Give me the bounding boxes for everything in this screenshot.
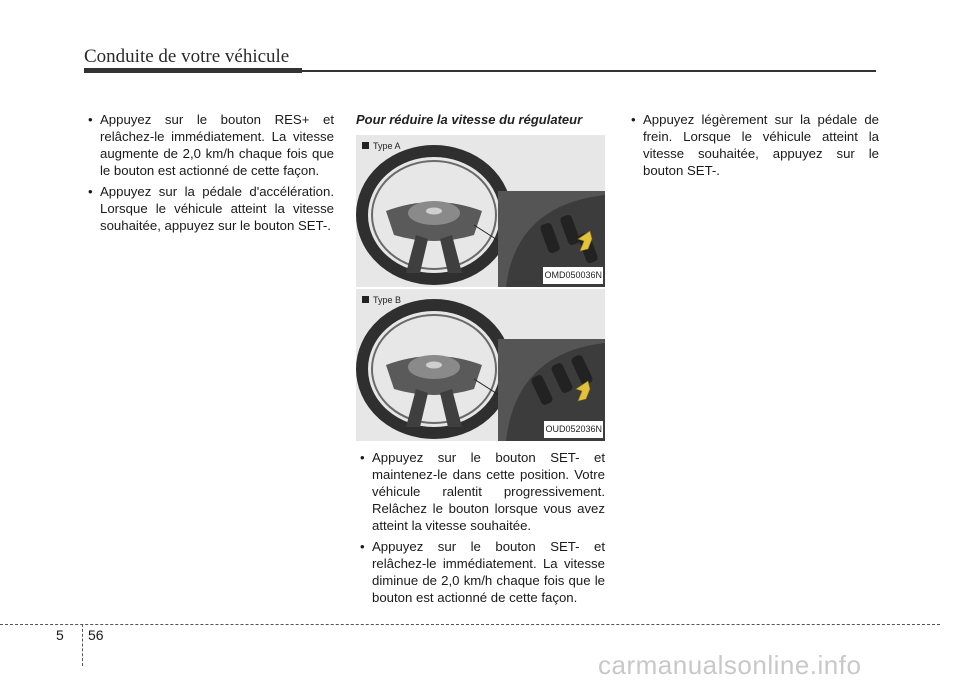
footer-rule	[0, 624, 940, 625]
header-rule	[84, 70, 876, 72]
bullet-item: • Appuyez sur le bouton SET- et relâchez-le immédiatement. La vitesse diminue de 2,0 km/h chaque fois que le bouton est actionné de cette façon.	[356, 538, 605, 606]
column-left	[84, 111, 334, 238]
steering-wheel-figure-b	[356, 289, 605, 441]
chapter-number: 5	[56, 627, 64, 643]
bullet-item: • Appuyez sur le bouton SET- et maintenez-le dans cette position. Votre véhicule ralentit progressivement. Relâchez le bouton lorsque vous avez atteint la vitesse souhaitée.	[356, 449, 605, 534]
section-subheading: Pour réduire la vitesse du régulateur	[356, 112, 583, 127]
page-header-title: Conduite de votre véhicule	[84, 46, 290, 67]
figure-type-label: Type B	[362, 292, 401, 309]
bullet-item: • Appuyez légèrement sur la pédale de frein. Lorsque le véhicule atteint la vitesse souhaitée, appuyez sur le bouton SET-.	[627, 111, 879, 179]
column-right	[627, 111, 879, 183]
figure-group	[356, 135, 605, 441]
steering-wheel-figure-a	[356, 135, 605, 287]
figure-code: OUD052036N	[544, 421, 603, 438]
watermark: carmanualsonline.info	[598, 650, 862, 680]
bullet-item: • Appuyez sur le bouton RES+ et relâchez-le immédiatement. La vitesse augmente de 2,0 km/h chaque fois que le bouton est actionné de cette façon.	[84, 111, 334, 179]
steering-wheel-illustration	[356, 135, 605, 287]
footer-divider	[82, 624, 83, 666]
steering-wheel-illustration	[356, 289, 605, 441]
figure-code: OMD050036N	[543, 267, 603, 284]
page-number: 56	[88, 627, 104, 643]
bullet-item: • Appuyez sur la pédale d'accélération. Lorsque le véhicule atteint la vitesse souhaitée, appuyez sur le bouton SET-.	[84, 183, 334, 234]
figure-type-label: Type A	[362, 138, 401, 155]
column-middle	[356, 111, 605, 610]
